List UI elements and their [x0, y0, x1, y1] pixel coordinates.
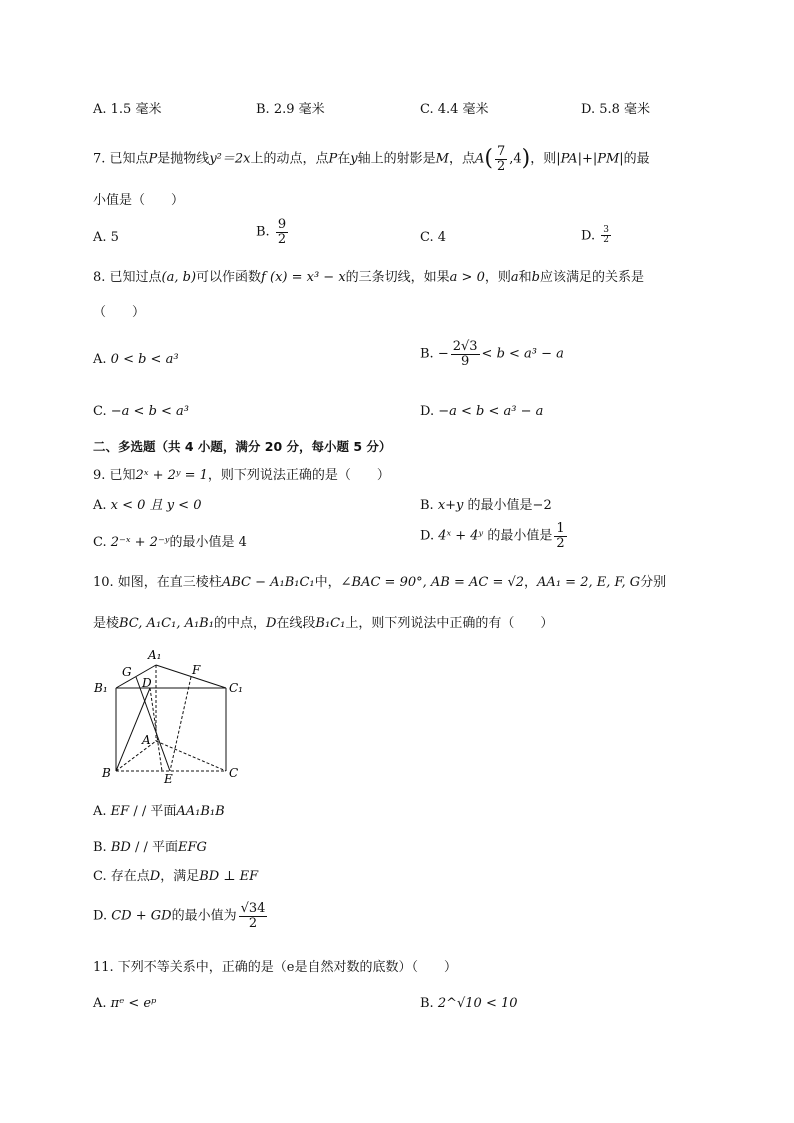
- q10-option-d: D. CD + GD的最小值为 $\frac{√34}{2}$: [93, 901, 266, 931]
- q11-option-b: B. 2^√10 < 10: [420, 996, 518, 1011]
- label-a1: A₁: [148, 648, 162, 662]
- q6-option-b: B. 2.9 毫米: [256, 102, 325, 117]
- segment-f-e: [170, 677, 191, 771]
- q9-option-a: A. x < 0 且 y < 0: [93, 498, 202, 513]
- edge-a1-c1: [156, 665, 226, 688]
- q7-option-d: D. $\frac{3}{2}$: [581, 225, 609, 246]
- label-f: F: [192, 663, 201, 677]
- q8-option-c: C. −a < b < a³: [93, 404, 190, 419]
- label-g: G: [122, 665, 132, 679]
- section-heading: 二、多选题（共 4 小题，满分 20 分，每小题 5 分）: [93, 439, 392, 454]
- q7-option-a: A. 5: [93, 230, 119, 245]
- label-d: D: [142, 676, 152, 690]
- q6-option-d: D. 5.8 毫米: [581, 102, 651, 117]
- q10-option-c: C. 存在点D，满足BD ⊥ EF: [93, 869, 259, 884]
- q8-option-a: A. 0 < b < a³: [93, 352, 179, 367]
- q7-stem-line2: 小值是（ ）: [93, 193, 185, 208]
- q10-stem-line2: 是棱BC, A₁C₁, A₁B₁的中点，D在线段B₁C₁上，则下列说法中正确的有（ ）: [93, 616, 554, 631]
- q9-stem: 9. 已知2ˣ + 2ʸ = 1，则下列说法正确的是（ ）: [93, 468, 390, 483]
- q7-coord-fraction: $\frac{7}{2}$: [496, 144, 506, 174]
- q8-option-d: D. −a < b < a³ − a: [420, 404, 544, 419]
- q7-stem: 7. 已知点P是抛物线y²＝2x上的动点，点P在y轴上的射影是M，点A( $\frac{7}{2}$ ,4)，则|PA|+|PM|的最: [93, 144, 650, 174]
- segment-g-e: [136, 677, 170, 771]
- edge-a-c: [156, 741, 226, 771]
- label-b1: B₁: [94, 681, 108, 695]
- q6-option-a: A. 1.5 毫米: [93, 102, 162, 117]
- q8-stem-line2: （ ）: [93, 305, 146, 320]
- q8-stem: 8. 已知过点(a, b)可以作函数f (x) = x³ − x的三条切线，如果a > 0，则a和b应该满足的关系是: [93, 270, 644, 285]
- q9-option-c: C. 2⁻ˣ + 2⁻ʸ的最小值是 4: [93, 535, 247, 550]
- q11-option-a: A. πᵉ < eᵖ: [93, 996, 157, 1011]
- prism-figure: [90, 645, 250, 785]
- q9-option-b: B. x+y 的最小值是−2: [420, 498, 552, 513]
- label-c1: C₁: [229, 681, 243, 695]
- label-a: A: [142, 733, 151, 747]
- label-e: E: [164, 772, 173, 785]
- q6-option-c: C. 4.4 毫米: [420, 102, 489, 117]
- q10-option-b: B. BD / / 平面EFG: [93, 840, 207, 855]
- label-c: C: [229, 766, 239, 780]
- q7-option-b: B. $\frac{9}{2}$: [256, 217, 287, 247]
- q7-option-c: C. 4: [420, 230, 447, 245]
- label-b: B: [102, 766, 111, 780]
- q9-option-d: D. 4ˣ + 4ʸ 的最小值是 $\frac{1}{2}$: [420, 521, 565, 551]
- q10-stem: 10. 如图，在直三棱柱ABC − A₁B₁C₁中，∠BAC = 90°, AB = AC = √2，AA₁ = 2, E, F, G分别: [93, 575, 667, 590]
- q8-option-b: B. − $\frac{2√3}{9}$ < b < a³ − a: [420, 339, 564, 369]
- q11-stem: 11. 下列不等关系中，正确的是（e是自然对数的底数）（ ）: [93, 960, 458, 975]
- q10-option-a: A. EF / / 平面AA₁B₁B: [93, 804, 225, 819]
